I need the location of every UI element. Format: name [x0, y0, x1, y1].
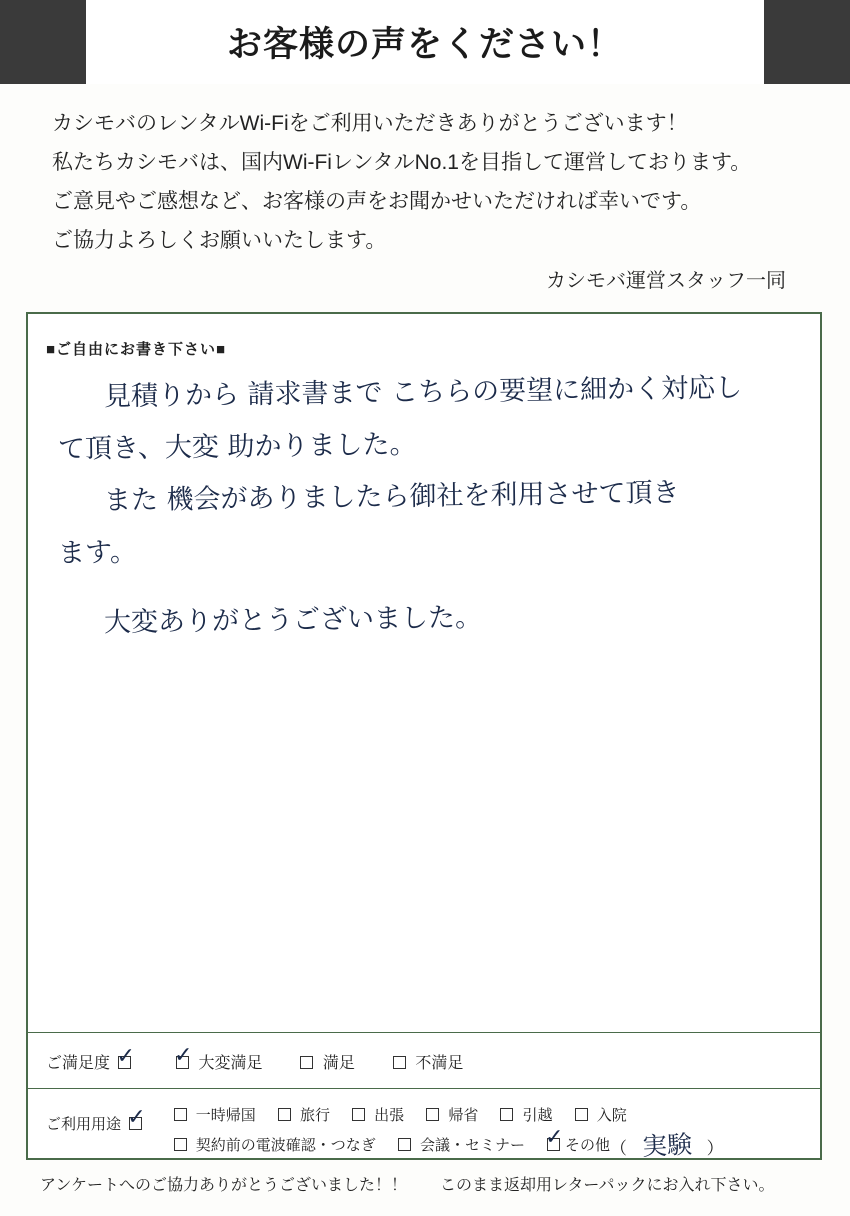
footer-return-instruction: このまま返却用レターパックにお入れ下さい。 [439, 1177, 775, 1194]
checkbox-icon[interactable] [426, 1108, 439, 1121]
purpose-options-row-2 [164, 1129, 820, 1162]
checkbox-checked-icon[interactable] [547, 1138, 560, 1151]
paren-open: （ [610, 1139, 627, 1158]
satisfaction-row [28, 1032, 820, 1088]
handwritten-line: 大変ありがとうございました。 [103, 602, 483, 639]
footer-note [40, 1172, 830, 1195]
handwritten-line: て頂き、大変 助かりました。 [57, 428, 417, 465]
checkbox-icon[interactable] [575, 1108, 588, 1121]
satisfaction-option-dissatisfied[interactable] [393, 1050, 463, 1073]
page-title: お客様の声をください！ [226, 25, 623, 64]
option-label: 契約前の電波確認・つなぎ [195, 1136, 376, 1154]
option-label: 満足 [322, 1054, 355, 1072]
purpose-label-text: ご利用用途 [46, 1116, 122, 1133]
checkbox-icon[interactable] [300, 1056, 313, 1069]
purpose-option-temporary-return[interactable] [174, 1104, 256, 1125]
checkbox-icon[interactable] [278, 1108, 291, 1121]
feedback-form-box [26, 312, 822, 1160]
purpose-option-moving[interactable] [500, 1104, 552, 1125]
intro-line: ご意見やご感想など、お客様の声をお聞かせいただければ幸いです。 [52, 190, 702, 213]
purpose-options [164, 1099, 820, 1160]
handwritten-line: ます。 [57, 536, 138, 569]
purpose-label [46, 1099, 164, 1160]
option-label: 一時帰国 [195, 1106, 256, 1124]
satisfaction-label-text: ご満足度 [46, 1054, 111, 1072]
other-purpose-value: 実験 [641, 1129, 693, 1162]
satisfaction-option-very-satisfied[interactable] [176, 1050, 262, 1073]
option-label: 会議・セミナー [419, 1136, 525, 1154]
handwritten-line: また 機会がありましたら御社を利用させて頂き [103, 477, 680, 517]
purpose-option-hospitalization[interactable] [575, 1104, 627, 1125]
option-label: 入院 [596, 1106, 627, 1124]
option-label: その他 [564, 1136, 610, 1154]
intro-line: カシモバのレンタルWi-Fiをご利用いただきありがとうございます！ [52, 112, 688, 135]
purpose-label-check-icon [129, 1117, 142, 1130]
purpose-option-other[interactable] [547, 1126, 820, 1162]
header-banner [0, 0, 850, 84]
purpose-option-signal-check[interactable] [174, 1134, 376, 1155]
satisfaction-option-satisfied[interactable] [300, 1050, 354, 1073]
intro-line: 私たちカシモバは、国内Wi-FiレンタルNo.1を目指して運営しております。 [52, 151, 752, 174]
footer-thanks-text: アンケートへのご協力ありがとうございました！！ [40, 1177, 408, 1194]
option-label: 引越 [522, 1106, 553, 1124]
purpose-option-homecoming[interactable] [426, 1104, 478, 1125]
satisfaction-label [46, 1050, 176, 1073]
intro-paragraph [52, 104, 812, 293]
header-banner-inner [86, 0, 764, 84]
checkbox-icon[interactable] [393, 1056, 406, 1069]
purpose-option-meeting-seminar[interactable] [398, 1134, 525, 1155]
checkbox-icon[interactable] [500, 1108, 513, 1121]
checkbox-icon[interactable] [174, 1108, 187, 1121]
option-label: 出張 [374, 1106, 405, 1124]
option-label: 不満足 [415, 1054, 464, 1072]
paren-close: ） [706, 1139, 724, 1158]
purpose-row [28, 1088, 820, 1160]
satisfaction-label-check-icon [118, 1056, 131, 1069]
handwritten-comment [58, 372, 798, 650]
checkbox-checked-icon[interactable] [176, 1056, 189, 1069]
purpose-options-row-1 [164, 1099, 820, 1129]
option-label: 帰省 [448, 1106, 479, 1124]
option-label: 大変満足 [198, 1054, 263, 1072]
intro-line: ご協力よろしくお願いいたします。 [52, 229, 387, 252]
intro-signature: カシモバ運営スタッフ一同 [546, 270, 786, 292]
option-label: 旅行 [299, 1106, 330, 1124]
free-comment-label: ■ご自由にお書き下さい■ [46, 341, 227, 358]
other-purpose-field[interactable] [610, 1126, 820, 1162]
handwritten-line: 見積りから 請求書まで こちらの要望に細かく対応し [103, 372, 743, 413]
checkbox-icon[interactable] [398, 1138, 411, 1151]
checkbox-icon[interactable] [352, 1108, 365, 1121]
checkbox-icon[interactable] [174, 1138, 187, 1151]
purpose-option-travel[interactable] [278, 1104, 330, 1125]
purpose-option-business-trip[interactable] [352, 1104, 404, 1125]
